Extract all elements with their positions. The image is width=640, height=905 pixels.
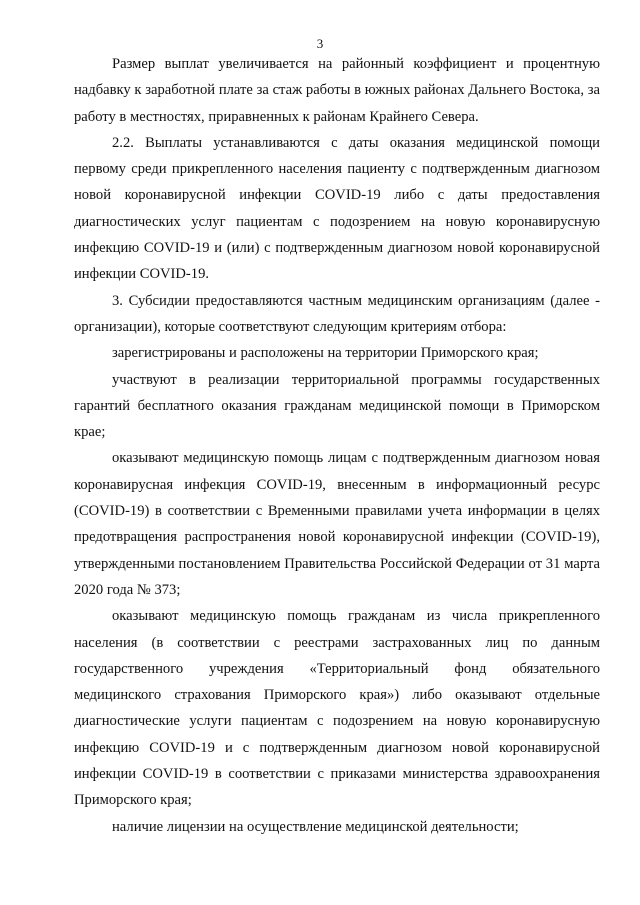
paragraph-payment-coefficient: Размер выплат увеличивается на районный коэффициент и процентную надбавку к заработной плате за стаж работы в южных районах Дальнего Востока, за работу в местностях, приравненных к районам Крайнего Севера. — [74, 56, 600, 125]
paragraph-2-2-payment-dates: 2.2. Выплаты устанавливаются с даты оказания медицинской помощи первому среди прикрепленного населения пациенту с подтвержденным диагнозом новой коронавирусной инфекции COVID-19 либо с даты предоставления диагностических услуг пациентам с подозрением на новую коронавирусную инфекцию COVID-19 и (или) с подтвержденным диагнозом новой коронавирусной инфекции COVID-19. — [74, 134, 600, 283]
paragraph-criterion-attached-population: оказывают медицинскую помощь гражданам из числа прикрепленного населения (в соответствии с реестрами застрахованных лиц по данным государственного учреждения «Территориальный фонд обязательного медицинского страхования Приморского края») либо оказывают отдельные диагностические услуги пациентам с подозрением на новую коронавирусную инфекцию COVID-19 и с подтвержденным диагнозом новой коронавирусной инфекции COVID-19 в соответствии с приказами министерства здравоохранения Приморского края; — [74, 608, 600, 809]
paragraph-criterion-license: наличие лицензии на осуществление медицинской деятельности; — [112, 818, 519, 835]
page-number: 3 — [316, 36, 324, 51]
paragraph-criterion-registered: зарегистрированы и расположены на территории Приморского края; — [112, 345, 539, 362]
paragraph-criterion-covid-patients: оказывают медицинскую помощь лицам с подтвержденным диагнозом новая коронавирусная инфекция COVID-19, внесенным в информационный ресурс (COVID-19) в соответствии с Временными правилами учета информации в целях предотвращения распространения новой коронавирусной инфекции (COVID-19), утвержденными постановлением Правительства Российской Федерации от 31 марта 2020 года № 373; — [74, 450, 600, 598]
paragraph-3-subsidies: 3. Субсидии предоставляются частным медицинским организациям (далее - организации), которые соответствуют следующим критериям отбора: — [74, 292, 600, 335]
paragraph-criterion-territorial-program: участвуют в реализации территориальной программы государственных гарантий бесплатного оказания гражданам медицинской помощи в Приморском крае; — [74, 371, 600, 441]
document-body — [74, 51, 600, 840]
